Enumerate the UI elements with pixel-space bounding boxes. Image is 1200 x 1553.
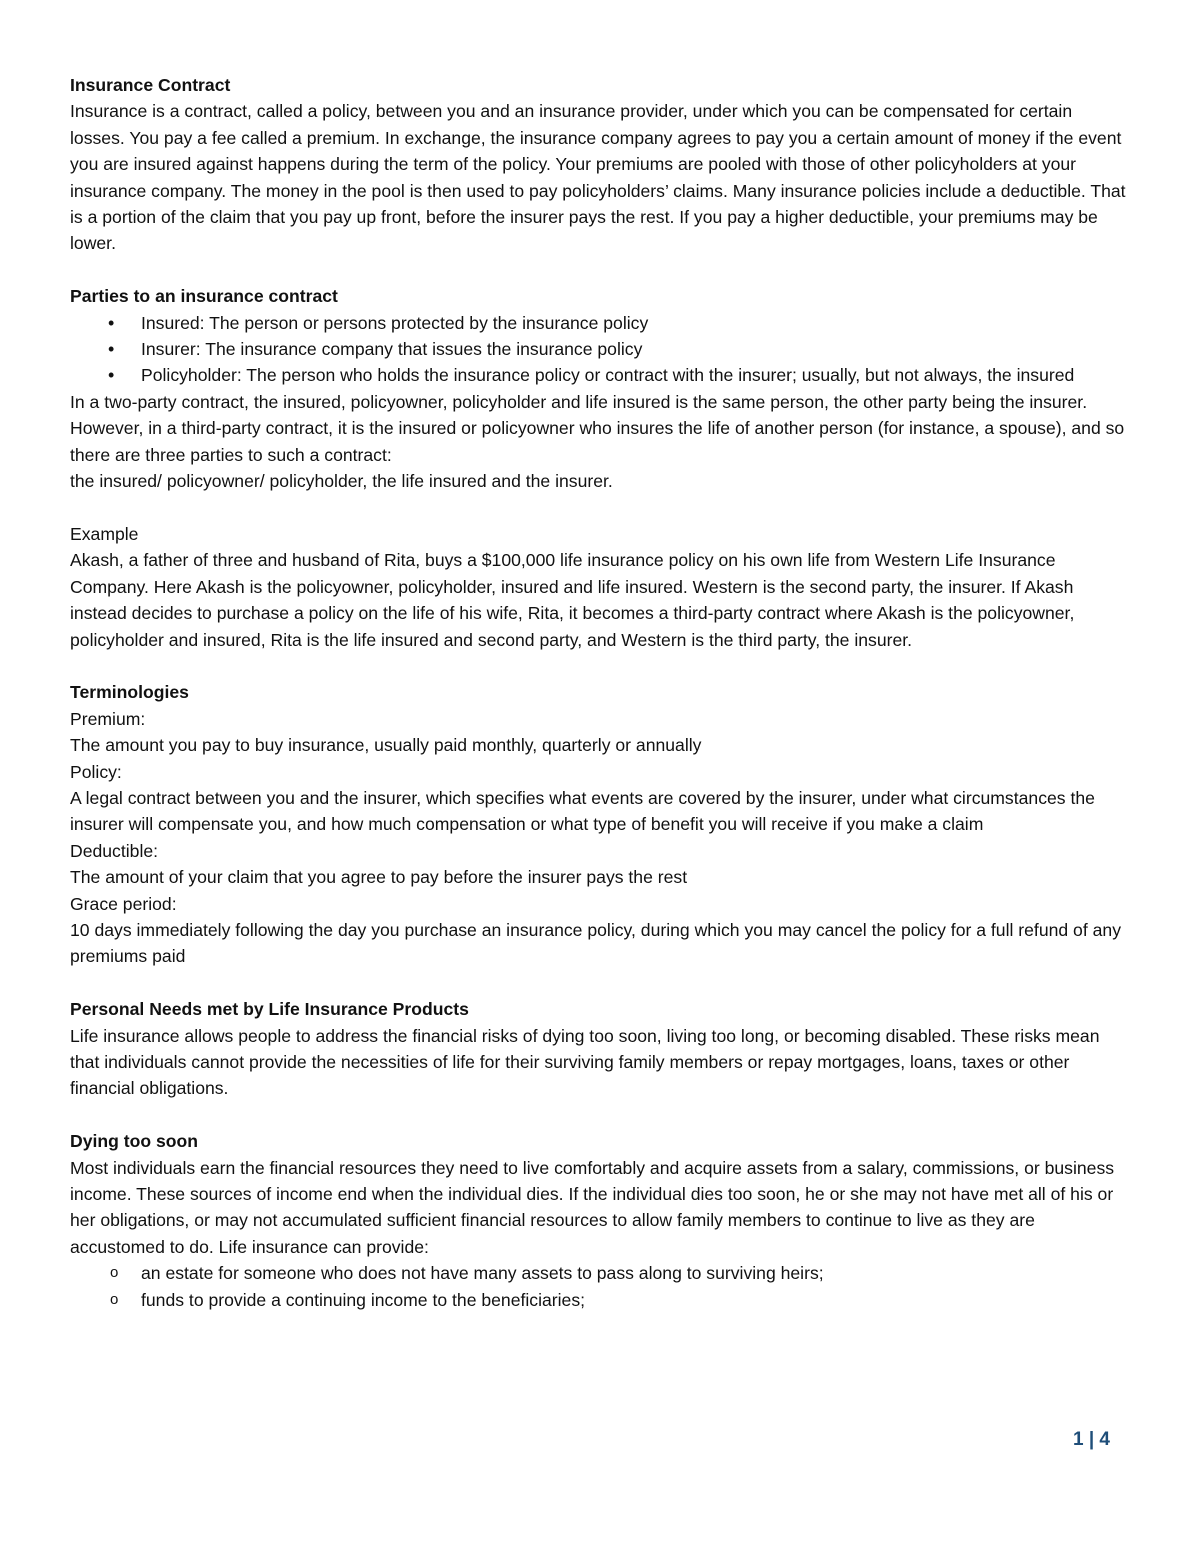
- section-heading-dying-too-soon: Dying too soon: [70, 1131, 199, 1152]
- section-heading-terminologies: Terminologies: [70, 682, 189, 703]
- paragraph-example: Akash, a father of three and husband of Rita, buys a $100,000 life insurance policy on his own life from Western Life Insurance Company. Here Akash is the policyowner, policyholder, insured and life insured. Western is the second party, the insurer. If Akash instead decides to purchase a policy on the life of his wife, Rita, it becomes a third-party contract where Akash is the policyowner, policyholder and insured, Rita is the life insured and second party, and Western is the third party, the insurer.: [70, 550, 1075, 650]
- spacer: [70, 1102, 1130, 1128]
- list-item: • Insurer: The insurance company that issues the insurance policy: [70, 336, 1130, 362]
- list-item: • Insured: The person or persons protected by the insurance policy: [70, 310, 1130, 336]
- paragraph-third-party: However, in a third-party contract, it is the insured or policyowner who insures the life of another person (for instance, a spouse), and so there are three parties to such a contract:: [70, 418, 1125, 465]
- term-label: Premium:: [70, 708, 146, 729]
- paragraph-two-party: In a two-party contract, the insured, policyowner, policyholder and life insured is the same person, the other party being the insurer.: [70, 391, 1088, 412]
- spacer: [70, 257, 1130, 283]
- page-number: 1 | 4: [1072, 1429, 1110, 1450]
- paragraph-dying-too-soon: Most individuals earn the financial resources they need to live comfortably and acquire assets from a salary, commissions, or business income. These sources of income end when the individual dies. If the individual dies too soon, he or she may not have met all of his or her obligations, or may not accumulated sufficient financial resources to allow family members to continue to live as they are accustomed to do. Life insurance can provide:: [70, 1157, 1115, 1257]
- list-item: o funds to provide a continuing income to the beneficiaries;: [70, 1287, 1130, 1313]
- term-definition: The amount of your claim that you agree to pay before the insurer pays the rest: [70, 867, 688, 888]
- list-item: • Policyholder: The person who holds the insurance policy or contract with the insurer; usually, but not always, the insured: [70, 362, 1130, 388]
- provisions-list: [70, 1260, 1130, 1313]
- list-item: o an estate for someone who does not have many assets to pass along to surviving heirs;: [70, 1260, 1130, 1286]
- term-definition: 10 days immediately following the day you purchase an insurance policy, during which you may cancel the policy for a full refund of any premiums paid: [70, 919, 1121, 967]
- spacer: [70, 970, 1130, 996]
- paragraph-personal-needs: Life insurance allows people to address the financial risks of dying too soon, living too long, or becoming disabled. These risks mean that individuals cannot provide the necessities of life for their surviving family members or repay mortgages, loans, taxes or other financial obligations.: [70, 1025, 1100, 1099]
- parties-bullet-list: [70, 310, 1130, 389]
- section-heading-parties: Parties to an insurance contract: [70, 286, 338, 307]
- spacer: [70, 494, 1130, 520]
- term-label: Grace period:: [70, 893, 177, 914]
- term-definition: A legal contract between you and the insurer, which specifies what events are covered by the insurer, under what circumstances the insurer will compensate you, and how much compensation or what type of benefit you will receive if you make a claim: [70, 787, 1095, 835]
- term-definition: The amount you pay to buy insurance, usually paid monthly, quarterly or annually: [70, 735, 702, 756]
- spacer: [70, 653, 1130, 679]
- term-label: Policy:: [70, 761, 122, 782]
- document-page: [70, 72, 1130, 1313]
- paragraph-insurance-contract: Insurance is a contract, called a policy, between you and an insurance provider, under which you can be compensated for certain losses. You pay a fee called a premium. In exchange, the insurance company agrees to pay you a certain amount of money if the event you are insured against happens during the term of the policy. Your premiums are pooled with those of other policyholders at your insurance company. The money in the pool is then used to pay policyholders’ claims. Many insurance policies include a deductible. That is a portion of the claim that you pay up front, before the insurer pays the rest. If you pay a higher deductible, your premiums may be lower.: [70, 101, 1126, 254]
- paragraph-three-parties: the insured/ policyowner/ policyholder, the life insured and the insurer.: [70, 471, 613, 492]
- term-label: Deductible:: [70, 840, 159, 861]
- section-heading-insurance-contract: Insurance Contract: [70, 75, 231, 95]
- section-heading-personal-needs: Personal Needs met by Life Insurance Products: [70, 999, 469, 1020]
- example-label: Example: [70, 523, 139, 544]
